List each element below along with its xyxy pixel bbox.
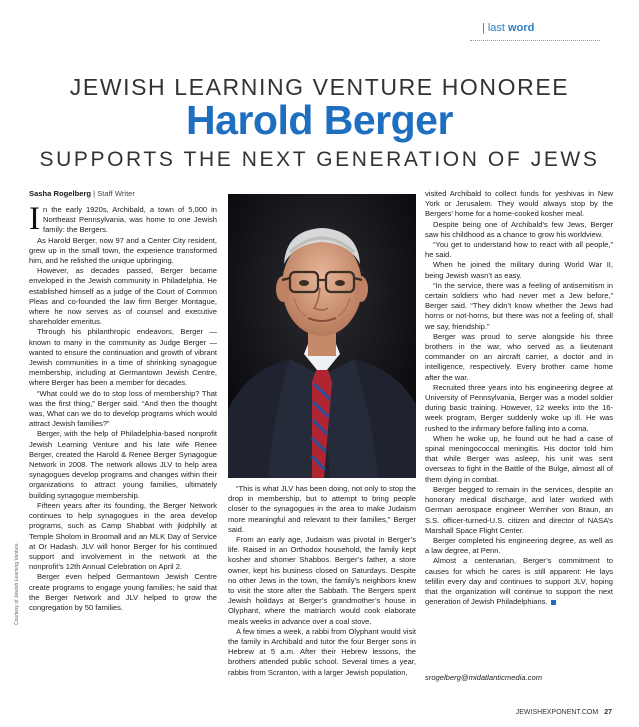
subhead: SUPPORTS THE NEXT GENERATION OF JEWS <box>39 148 600 171</box>
paragraph: When he joined the military during World War II, being Jewish wasn’t as easy. <box>425 260 613 280</box>
paragraph-text: n the early 1920s, Archibald, a town of 5,000 in Northeast Pennsylvania, was home to one Jewish family: the Bergers. <box>43 205 217 235</box>
section-tag <box>482 22 534 34</box>
paragraph <box>425 556 613 607</box>
page-footer <box>516 709 612 716</box>
article-column-2 <box>228 484 416 678</box>
section-word: word <box>508 22 535 34</box>
paragraph: Berger completed his engineering degree, as well as a law degree, at Penn. <box>425 535 613 556</box>
portrait-photo <box>228 194 416 478</box>
author-email[interactable]: srogelberg@midatlanticmedia.com <box>425 673 543 682</box>
byline <box>29 189 135 198</box>
paragraph-text: Almost a centenarian, Berger’s commitment to causes for which he cares is still apparent: He lays tefillin every day and continues to support JLV, hoping that the organization will continue to support the next generation of Jewish Philadelphians. <box>425 556 613 607</box>
paragraph: visited Archibald to collect funds for yeshivas in New York or Jerusalem. They would always stop by the Bergers’ home for a home-cooked kosher meal. <box>425 189 613 219</box>
portrait-illustration <box>228 194 416 478</box>
paragraph: However, as decades passed, Berger became enveloped in the Jewish community in Philadelphia. He established himself as a judge of the Court of Common Pleas and co-founded the law firm Berger Montague, where he now serves as of counsel and executive shareholder emeritus. <box>29 266 217 327</box>
paragraph: When he woke up, he found out he had a case of spinal meningococcal meningitis. His doctor told him that while Berger was asleep, his unit was sent overseas to fight in the Battle of the Bulge, almost all of them dying in combat. <box>425 433 613 484</box>
photo-credit: Courtesy of Jewish Learning Venture <box>14 543 20 625</box>
page-number: 27 <box>604 709 612 716</box>
headline: Harold Berger <box>186 97 453 143</box>
paragraph: “In the service, there was a feeling of antisemitism in certain soldiers who had never met a Jew before,” Berger said. “They didn’t know whether the Jews had horns or not-horns, but there was not a feeling of, shall we say, friendship.” <box>425 280 613 331</box>
article-column-3 <box>425 189 613 607</box>
paragraph: Berger, with the help of Philadelphia-based nonprofit Jewish Learning Venture and his late wife Renee Berger, created the Harold & Renee Berger Synagogue Network in 2008. The network allows JLV to help area synagogues develop programs and changes within their organizations to attract young families, ultimately building synagogue membership. <box>29 429 217 500</box>
footer-site: JEWISHEXPONENT.COM <box>515 709 599 716</box>
paragraph: “You get to understand how to react with all people,” he said. <box>425 240 613 260</box>
article-column-1 <box>29 201 217 613</box>
byline-role: | Staff Writer <box>91 189 135 198</box>
paragraph: Through his philanthropic endeavors, Berger — known to many in the community as Judge Berger — wanted to ensure the continuation and growth of vibrant Jewish communities in a time of shrinking synagogue membership, including at Germantown Jewish Centre, where Berger has been a member for decades. <box>29 327 217 388</box>
paragraph: “This is what JLV has been doing, not only to stop the drop in membership, but to attempt to bring people closer to the synagogues in the area to make Judaism more meaningful and relevant to their families,” Berger said. <box>228 484 416 534</box>
paragraph: From an early age, Judaism was pivotal in Berger’s life. Raised in an Orthodox household, the family kept kosher and shomer Shabbos. Berger’s father, a store owner, kept his business closed on Saturdays. Despite no other Jews in the town, the family’s neighbors knew to visit the store after the Sabbath. The Bergers spent Jewish holidays at Berger’s grandmother’s house in Olyphant, where the matriarch would cook elaborate meals weeks in advance over a coal stove. <box>228 535 416 626</box>
paragraph: Berger was proud to serve alongside his three brothers in the war, who served as a lieutenant commander on an aircraft carrier, a doctor and in intelligence, respectively. Every brother came home after the war. <box>425 331 613 382</box>
paragraph: Recruited three years into his engineering degree at University of Pennsylvania, Berger was a model soldier during basic training. However, 12 weeks into the 16-week program, Berger suddenly woke up ill. He was rushed to the infirmary before falling into a coma. <box>425 382 613 433</box>
section-prefix: last <box>487 22 509 34</box>
end-mark-icon <box>551 600 556 605</box>
paragraph: As Harold Berger, now 97 and a Center City resident, grew up in the small town, the experience transformed him, and he relished the unique upbringing. <box>29 235 217 266</box>
paragraph: A few times a week, a rabbi from Olyphant would visit the family in Archibald and tutor the four Berger sons in Hebrew at 5 a.m. After their Hebrew lessons, the brothers attended public school. Several times a year, rabbis from Scranton, with a larger Jewish population, <box>228 626 416 677</box>
paragraph: Berger begged to remain in the services, despite an honorary medical discharge, and later worked with German aerospace engineer Wernher von Braun, an S.S. officer-turned-U.S. citizen and director of NASA’s Marshall Space Flight Center. <box>425 484 613 535</box>
paragraph <box>29 201 217 237</box>
byline-name: Sasha Rogelberg <box>29 189 92 198</box>
paragraph: Berger even helped Germantown Jewish Centre create programs to engage young families; he said that the Berger Network and JLV helped to grow the congregation by 50 families. <box>29 572 217 612</box>
section-divider: | <box>482 22 485 34</box>
kicker: JEWISH LEARNING VENTURE HONOREE <box>69 74 570 100</box>
section-rule <box>470 40 600 41</box>
drop-cap: I <box>29 201 40 237</box>
paragraph: “What could we do to stop loss of membership? That was the first thing,” Berger said. “And then the thought was, What can we do to develop programs which would attract Jewish families?” <box>29 388 217 429</box>
paragraph: Despite being one of Archibald’s few Jews, Berger saw his childhood as a chance to grow his worldview. <box>425 219 613 239</box>
paragraph: Fifteen years after its founding, the Berger Network continues to help synagogues in the area develop programs, such as Camp Shabbat with jkidphilly at Temple Sholom in Broomall and an MLK Day of Service at Or Hadash. JLV will honor Berger for his continued support and involvement in the network at the nonprofit’s 12th Annual Celebration on April 2. <box>29 500 217 572</box>
